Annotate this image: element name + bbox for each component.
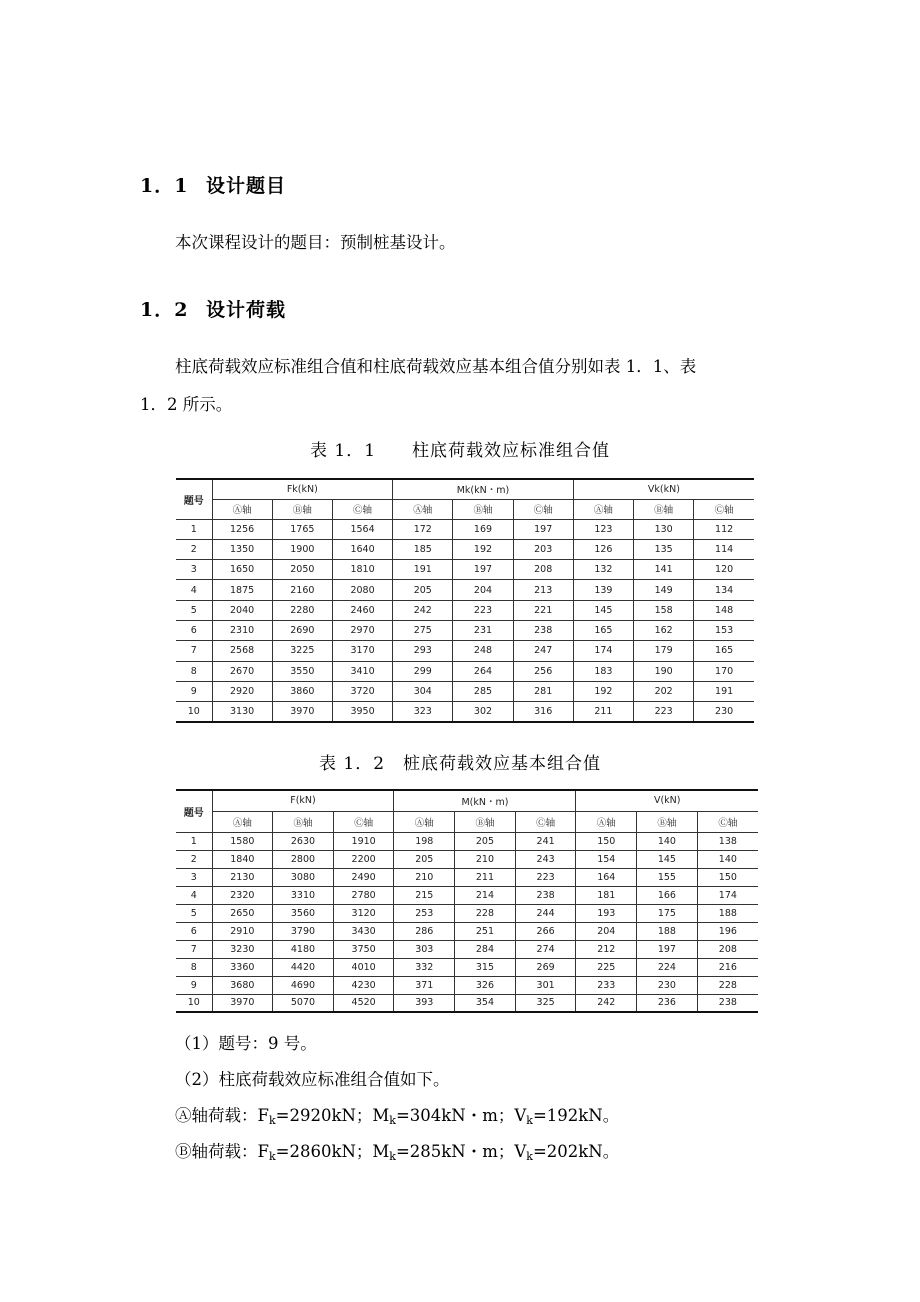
value-cell: 198 xyxy=(394,832,455,850)
row-number-cell: 8 xyxy=(176,661,212,681)
value-cell: 302 xyxy=(453,702,513,722)
value-cell: 208 xyxy=(697,940,758,958)
row-number-cell: 1 xyxy=(176,832,212,850)
value-cell: 326 xyxy=(455,976,516,994)
table1-axis-header: Ⓐ轴 xyxy=(212,499,272,519)
table-row xyxy=(176,886,758,904)
moment-symbol: M xyxy=(372,1142,390,1161)
table-row xyxy=(176,580,754,600)
value-cell: 3550 xyxy=(272,661,332,681)
value-cell: 3080 xyxy=(273,868,334,886)
value-cell: 145 xyxy=(637,850,698,868)
value-cell: 236 xyxy=(637,994,698,1012)
value-cell: 243 xyxy=(515,850,576,868)
table-row xyxy=(176,661,754,681)
table2-axis-header: Ⓒ轴 xyxy=(697,811,758,832)
value-cell: 215 xyxy=(394,886,455,904)
table2-axis-header: Ⓑ轴 xyxy=(455,811,516,832)
value-cell: 188 xyxy=(637,922,698,940)
value-cell: 123 xyxy=(573,519,633,539)
value-cell: 233 xyxy=(576,976,637,994)
value-cell: 247 xyxy=(513,641,573,661)
row-number-cell: 8 xyxy=(176,958,212,976)
table2-group-header: V(kN) xyxy=(576,790,758,811)
value-cell: 205 xyxy=(455,832,516,850)
shear-symbol: V xyxy=(514,1106,527,1125)
value-cell: 216 xyxy=(697,958,758,976)
value-cell: 275 xyxy=(393,620,453,640)
value-cell: 4010 xyxy=(333,958,394,976)
row-number-cell: 4 xyxy=(176,886,212,904)
table-row xyxy=(176,702,754,722)
value-cell: 179 xyxy=(634,641,694,661)
section-heading-1-1 xyxy=(140,171,286,198)
value-cell: 210 xyxy=(455,850,516,868)
value-cell: 2490 xyxy=(333,868,394,886)
value-cell: 231 xyxy=(453,620,513,640)
value-cell: 1900 xyxy=(272,539,332,559)
table1-group-header: Vk(kN) xyxy=(573,479,754,499)
value-cell: 130 xyxy=(634,519,694,539)
value-cell: 1910 xyxy=(333,832,394,850)
value-cell: 164 xyxy=(576,868,637,886)
value-cell: 256 xyxy=(513,661,573,681)
section-number: 1．1 xyxy=(140,175,189,197)
table-row xyxy=(176,600,754,620)
moment-symbol: M xyxy=(372,1106,390,1125)
value-cell: 228 xyxy=(697,976,758,994)
table2-axis-header: Ⓐ轴 xyxy=(576,811,637,832)
value-cell: 3410 xyxy=(332,661,392,681)
value-cell: 2460 xyxy=(332,600,392,620)
value-cell: 210 xyxy=(394,868,455,886)
value-cell: 242 xyxy=(576,994,637,1012)
value-cell: 393 xyxy=(394,994,455,1012)
value-cell: 1256 xyxy=(212,519,272,539)
value-cell: 2920 xyxy=(212,681,272,701)
value-cell: 4690 xyxy=(273,976,334,994)
item-problem-number: （1）题号：9 号。 xyxy=(175,1034,317,1053)
value-cell: 230 xyxy=(694,702,754,722)
value-cell: 1840 xyxy=(212,850,273,868)
value-cell: 269 xyxy=(515,958,576,976)
value-cell: 274 xyxy=(515,940,576,958)
table2-axis-header: Ⓒ轴 xyxy=(333,811,394,832)
row-number-cell: 6 xyxy=(176,922,212,940)
value-cell: 1810 xyxy=(332,560,392,580)
table-row xyxy=(176,868,758,886)
value-cell: 3120 xyxy=(333,904,394,922)
table-row xyxy=(176,832,758,850)
value-cell: 1564 xyxy=(332,519,392,539)
value-cell: 112 xyxy=(694,519,754,539)
table1-group-header: Mk(kN・m) xyxy=(393,479,574,499)
value-cell: 3230 xyxy=(212,940,273,958)
force-subscript: k xyxy=(268,1114,276,1127)
section-number: 1．2 xyxy=(140,299,189,321)
value-cell: 132 xyxy=(573,560,633,580)
value-cell: 251 xyxy=(455,922,516,940)
value-cell: 197 xyxy=(637,940,698,958)
value-cell: 1580 xyxy=(212,832,273,850)
value-cell: 114 xyxy=(694,539,754,559)
value-cell: 332 xyxy=(394,958,455,976)
value-cell: 244 xyxy=(515,904,576,922)
value-cell: 139 xyxy=(573,580,633,600)
table-row xyxy=(176,519,754,539)
paragraph-load-intro-line1: 柱底荷载效应标准组合值和柱底荷载效应基本组合值分别如表 1．1、表 xyxy=(175,357,697,376)
moment-value: =304kN・m； xyxy=(395,1106,515,1125)
value-cell: 285 xyxy=(453,681,513,701)
table-row xyxy=(176,850,758,868)
value-cell: 5070 xyxy=(273,994,334,1012)
value-cell: 174 xyxy=(573,641,633,661)
load-prefix: Ⓐ轴荷载： xyxy=(175,1106,258,1125)
table2-axis-header: Ⓑ轴 xyxy=(273,811,334,832)
value-cell: 174 xyxy=(697,886,758,904)
value-cell: 1765 xyxy=(272,519,332,539)
value-cell: 223 xyxy=(453,600,513,620)
value-cell: 191 xyxy=(694,681,754,701)
value-cell: 2568 xyxy=(212,641,272,661)
value-cell: 2080 xyxy=(332,580,392,600)
value-cell: 228 xyxy=(455,904,516,922)
row-number-cell: 10 xyxy=(176,994,212,1012)
row-number-cell: 5 xyxy=(176,600,212,620)
value-cell: 120 xyxy=(694,560,754,580)
table-row xyxy=(176,904,758,922)
value-cell: 303 xyxy=(394,940,455,958)
section-title: 设计荷载 xyxy=(206,299,287,321)
load-line-axis-b xyxy=(175,1141,619,1168)
value-cell: 170 xyxy=(694,661,754,681)
value-cell: 225 xyxy=(576,958,637,976)
force-symbol: F xyxy=(257,1142,269,1161)
value-cell: 4520 xyxy=(333,994,394,1012)
value-cell: 299 xyxy=(393,661,453,681)
value-cell: 140 xyxy=(697,850,758,868)
value-cell: 2130 xyxy=(212,868,273,886)
table-row xyxy=(176,976,758,994)
table1-axis-header: Ⓐ轴 xyxy=(393,499,453,519)
value-cell: 2800 xyxy=(273,850,334,868)
table2-axis-header: Ⓒ轴 xyxy=(515,811,576,832)
value-cell: 304 xyxy=(393,681,453,701)
value-cell: 153 xyxy=(694,620,754,640)
value-cell: 3970 xyxy=(212,994,273,1012)
table-row xyxy=(176,922,758,940)
value-cell: 230 xyxy=(637,976,698,994)
value-cell: 3310 xyxy=(273,886,334,904)
value-cell: 248 xyxy=(453,641,513,661)
table-row xyxy=(176,641,754,661)
value-cell: 223 xyxy=(515,868,576,886)
value-cell: 4180 xyxy=(273,940,334,958)
value-cell: 204 xyxy=(453,580,513,600)
value-cell: 193 xyxy=(576,904,637,922)
table2-row-header: 题号 xyxy=(176,790,212,832)
value-cell: 158 xyxy=(634,600,694,620)
row-number-cell: 6 xyxy=(176,620,212,640)
force-value: =2920kN； xyxy=(275,1106,373,1125)
value-cell: 323 xyxy=(393,702,453,722)
value-cell: 2050 xyxy=(272,560,332,580)
value-cell: 202 xyxy=(634,681,694,701)
table-row xyxy=(176,620,754,640)
value-cell: 138 xyxy=(697,832,758,850)
value-cell: 1640 xyxy=(332,539,392,559)
value-cell: 253 xyxy=(394,904,455,922)
table1-axis-header: Ⓑ轴 xyxy=(634,499,694,519)
table2-body xyxy=(176,832,758,1012)
value-cell: 284 xyxy=(455,940,516,958)
table2-group-header: M(kN・m) xyxy=(394,790,576,811)
value-cell: 281 xyxy=(513,681,573,701)
load-prefix: Ⓑ轴荷载： xyxy=(175,1142,258,1161)
row-number-cell: 7 xyxy=(176,641,212,661)
load-line-axis-a xyxy=(175,1105,619,1132)
shear-value: =192kN。 xyxy=(532,1106,620,1125)
table2-caption: 表 1．2 桩底荷载效应基本组合值 xyxy=(318,754,602,774)
table2 xyxy=(176,789,758,1013)
moment-subscript: k xyxy=(389,1114,396,1127)
table1-caption: 表 1．1 柱底荷载效应标准组合值 xyxy=(309,441,611,461)
paragraph-load-intro-line2: 1．2 所示。 xyxy=(140,395,233,414)
value-cell: 221 xyxy=(513,600,573,620)
value-cell: 126 xyxy=(573,539,633,559)
value-cell: 172 xyxy=(393,519,453,539)
value-cell: 208 xyxy=(513,560,573,580)
value-cell: 2670 xyxy=(212,661,272,681)
value-cell: 141 xyxy=(634,560,694,580)
value-cell: 192 xyxy=(453,539,513,559)
table2-group-header: F(kN) xyxy=(212,790,394,811)
row-number-cell: 4 xyxy=(176,580,212,600)
value-cell: 3720 xyxy=(332,681,392,701)
value-cell: 154 xyxy=(576,850,637,868)
value-cell: 203 xyxy=(513,539,573,559)
value-cell: 191 xyxy=(393,560,453,580)
table-row xyxy=(176,539,754,559)
value-cell: 2280 xyxy=(272,600,332,620)
value-cell: 3130 xyxy=(212,702,272,722)
value-cell: 3430 xyxy=(333,922,394,940)
value-cell: 2200 xyxy=(333,850,394,868)
table1-axis-header: Ⓑ轴 xyxy=(272,499,332,519)
value-cell: 155 xyxy=(637,868,698,886)
paragraph-design-topic: 本次课程设计的题目：预制桩基设计。 xyxy=(175,233,456,252)
table1-row-header: 题号 xyxy=(176,479,212,519)
shear-subscript: k xyxy=(526,1150,533,1163)
value-cell: 213 xyxy=(513,580,573,600)
value-cell: 301 xyxy=(515,976,576,994)
table-row xyxy=(176,958,758,976)
value-cell: 197 xyxy=(453,560,513,580)
row-number-cell: 3 xyxy=(176,560,212,580)
row-number-cell: 2 xyxy=(176,850,212,868)
value-cell: 175 xyxy=(637,904,698,922)
value-cell: 165 xyxy=(694,641,754,661)
value-cell: 266 xyxy=(515,922,576,940)
value-cell: 224 xyxy=(637,958,698,976)
table2-axis-header: Ⓐ轴 xyxy=(212,811,273,832)
value-cell: 2690 xyxy=(272,620,332,640)
value-cell: 190 xyxy=(634,661,694,681)
table1-axis-header: Ⓑ轴 xyxy=(453,499,513,519)
value-cell: 3560 xyxy=(273,904,334,922)
table-row xyxy=(176,940,758,958)
row-number-cell: 2 xyxy=(176,539,212,559)
moment-subscript: k xyxy=(389,1150,396,1163)
value-cell: 264 xyxy=(453,661,513,681)
value-cell: 192 xyxy=(573,681,633,701)
table2-wrapper xyxy=(176,789,758,1013)
value-cell: 2320 xyxy=(212,886,273,904)
value-cell: 4420 xyxy=(273,958,334,976)
value-cell: 150 xyxy=(697,868,758,886)
value-cell: 3860 xyxy=(272,681,332,701)
table1-axis-header: Ⓒ轴 xyxy=(513,499,573,519)
value-cell: 241 xyxy=(515,832,576,850)
table1-axis-header: Ⓒ轴 xyxy=(694,499,754,519)
value-cell: 205 xyxy=(393,580,453,600)
value-cell: 325 xyxy=(515,994,576,1012)
value-cell: 169 xyxy=(453,519,513,539)
value-cell: 148 xyxy=(694,600,754,620)
shear-value: =202kN。 xyxy=(532,1142,620,1161)
value-cell: 3970 xyxy=(272,702,332,722)
value-cell: 286 xyxy=(394,922,455,940)
value-cell: 1350 xyxy=(212,539,272,559)
value-cell: 238 xyxy=(697,994,758,1012)
value-cell: 2910 xyxy=(212,922,273,940)
value-cell: 150 xyxy=(576,832,637,850)
section-heading-1-2 xyxy=(140,295,286,322)
table1-axis-header: Ⓒ轴 xyxy=(332,499,392,519)
table2-axis-header: Ⓑ轴 xyxy=(637,811,698,832)
row-number-cell: 10 xyxy=(176,702,212,722)
value-cell: 3360 xyxy=(212,958,273,976)
value-cell: 315 xyxy=(455,958,516,976)
table1-wrapper xyxy=(176,478,754,723)
value-cell: 2630 xyxy=(273,832,334,850)
value-cell: 166 xyxy=(637,886,698,904)
row-number-cell: 7 xyxy=(176,940,212,958)
value-cell: 1650 xyxy=(212,560,272,580)
row-number-cell: 9 xyxy=(176,976,212,994)
value-cell: 293 xyxy=(393,641,453,661)
value-cell: 211 xyxy=(573,702,633,722)
value-cell: 204 xyxy=(576,922,637,940)
shear-subscript: k xyxy=(526,1114,533,1127)
shear-symbol: V xyxy=(514,1142,527,1161)
value-cell: 205 xyxy=(394,850,455,868)
table-row xyxy=(176,681,754,701)
row-number-cell: 9 xyxy=(176,681,212,701)
force-value: =2860kN； xyxy=(275,1142,373,1161)
value-cell: 140 xyxy=(637,832,698,850)
table1-body xyxy=(176,519,754,722)
value-cell: 149 xyxy=(634,580,694,600)
value-cell: 2040 xyxy=(212,600,272,620)
table-row xyxy=(176,560,754,580)
value-cell: 238 xyxy=(515,886,576,904)
value-cell: 145 xyxy=(573,600,633,620)
value-cell: 3950 xyxy=(332,702,392,722)
value-cell: 2970 xyxy=(332,620,392,640)
value-cell: 211 xyxy=(455,868,516,886)
value-cell: 2650 xyxy=(212,904,273,922)
value-cell: 135 xyxy=(634,539,694,559)
value-cell: 188 xyxy=(697,904,758,922)
value-cell: 3680 xyxy=(212,976,273,994)
value-cell: 223 xyxy=(634,702,694,722)
value-cell: 3170 xyxy=(332,641,392,661)
table2-axis-header: Ⓐ轴 xyxy=(394,811,455,832)
value-cell: 242 xyxy=(393,600,453,620)
value-cell: 1875 xyxy=(212,580,272,600)
value-cell: 3750 xyxy=(333,940,394,958)
table1-group-header: Fk(kN) xyxy=(212,479,393,499)
row-number-cell: 3 xyxy=(176,868,212,886)
section-title: 设计题目 xyxy=(206,175,287,197)
item-standard-combination: （2）柱底荷载效应标准组合值如下。 xyxy=(175,1070,450,1089)
value-cell: 3225 xyxy=(272,641,332,661)
force-subscript: k xyxy=(268,1150,276,1163)
value-cell: 354 xyxy=(455,994,516,1012)
table1-axis-header: Ⓐ轴 xyxy=(573,499,633,519)
row-number-cell: 5 xyxy=(176,904,212,922)
table-row xyxy=(176,994,758,1012)
value-cell: 197 xyxy=(513,519,573,539)
value-cell: 134 xyxy=(694,580,754,600)
value-cell: 4230 xyxy=(333,976,394,994)
value-cell: 316 xyxy=(513,702,573,722)
force-symbol: F xyxy=(257,1106,269,1125)
value-cell: 2160 xyxy=(272,580,332,600)
value-cell: 196 xyxy=(697,922,758,940)
value-cell: 183 xyxy=(573,661,633,681)
value-cell: 162 xyxy=(634,620,694,640)
value-cell: 2780 xyxy=(333,886,394,904)
row-number-cell: 1 xyxy=(176,519,212,539)
table1 xyxy=(176,478,754,723)
value-cell: 3790 xyxy=(273,922,334,940)
value-cell: 165 xyxy=(573,620,633,640)
value-cell: 181 xyxy=(576,886,637,904)
value-cell: 212 xyxy=(576,940,637,958)
value-cell: 371 xyxy=(394,976,455,994)
value-cell: 238 xyxy=(513,620,573,640)
moment-value: =285kN・m； xyxy=(395,1142,515,1161)
value-cell: 214 xyxy=(455,886,516,904)
value-cell: 185 xyxy=(393,539,453,559)
value-cell: 2310 xyxy=(212,620,272,640)
